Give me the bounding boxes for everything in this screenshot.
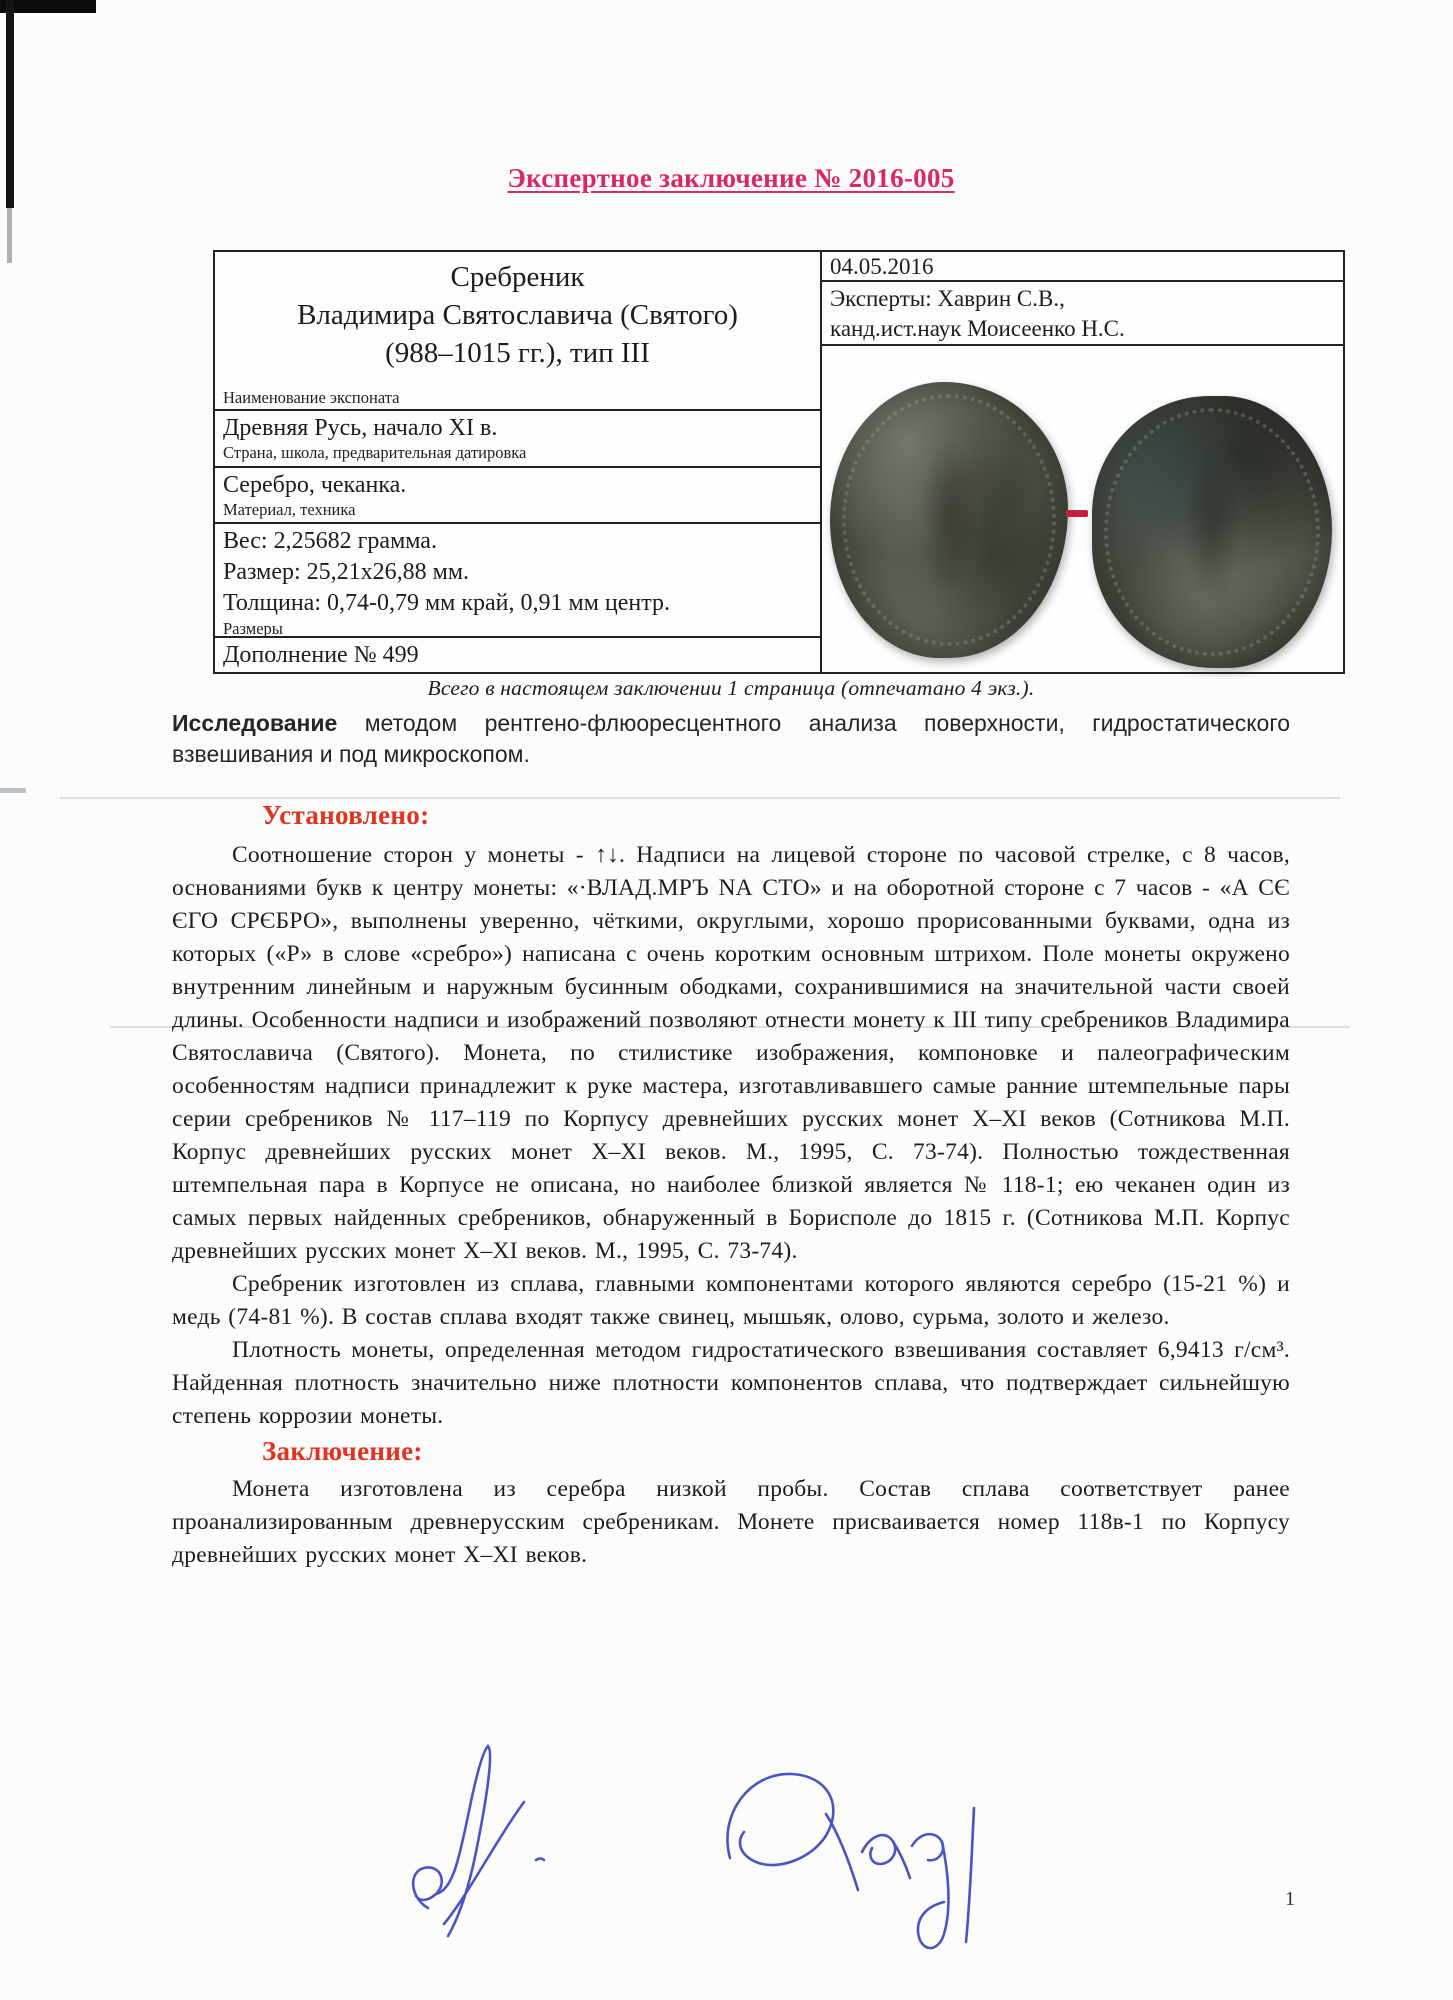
dimensions-values bbox=[223, 526, 812, 619]
research-method-paragraph bbox=[172, 708, 1290, 770]
scan-edge-artifact-left-faint bbox=[7, 208, 12, 263]
report-body bbox=[172, 800, 1290, 1572]
established-paragraph-1: Соотношение сторон у монеты - ↑↓. Надписи на лицевой стороне по часовой стрелке, с 8 часов, основаниями букв к центру монеты: «·ВЛАД.МРЪ NА СТО» и на оборотной стороне с 7 часов - «А СЄ ЄГО СРЄБРО», выполнены уверенно, чёткими, округлыми, хорошо прорисованными буквами, одна из которых («Р» в слове «сребро») написана с очень коротким основным штрихом. Поле монеты окружено внутренним линейным и наружным бусинным ободками, сохранившимися на значительной части своей длины. Особенности надписи и изображений позволяют отнести монету к III типу сребреников Владимира Святославича (Святого). Монета, по стилистике изображения, компоновке и палеографическим особенностям надписи принадлежит к руке мастера, изготавливавшего самые ранние штемпельные пары серии сребреников № 117–119 по Корпусу древнейших русских монет X–XI веков (Сотникова М.П. Корпус древнейших русских монет X–XI веков. М., 1995, С. 73-74). Полностью тождественная штемпельная пара в Корпусе не описана, но наиболее близкой является № 118-1; ею чеканен один из самых первых найденных сребреников, обнаруженный в Борисполе до 1815 г. (Сотникова М.П. Корпус древнейших русских монет X–XI веков. М., 1995, С. 73-74). bbox=[172, 842, 1290, 1264]
coin-photo-reverse bbox=[1092, 396, 1332, 668]
conclusion-paragraph: Монета изготовлена из серебра низкой пробы. Состав сплава соответствует ранее проанализированным древнерусским сребреникам. Монете присваивается номер 118в-1 по Корпусу древнейших русских монет X–XI веков. bbox=[172, 1476, 1290, 1568]
report-date-cell: 04.05.2016 bbox=[822, 252, 1343, 282]
origin-value: Древняя Русь, начало XI в. bbox=[223, 415, 498, 441]
size-value: Размер: 25,21х26,88 мм. bbox=[223, 559, 470, 585]
signature-expert-right bbox=[716, 1752, 996, 1967]
dimensions-cell bbox=[215, 524, 820, 638]
weight-value: Вес: 2,25682 грамма. bbox=[223, 528, 437, 554]
material-cell bbox=[215, 468, 820, 524]
spec-table-left-column bbox=[215, 252, 822, 672]
scan-edge-artifact-left bbox=[6, 0, 14, 208]
established-paragraph-3: Плотность монеты, определенная методом гидростатического взвешивания составляет 6,9413 г/см³. Найденная плотность значительно ниже плотности компонентов сплава, что подтверждает сильнейшую степень коррозии монеты. bbox=[172, 1337, 1290, 1429]
pages-count-caption: Всего в настоящем заключении 1 страница (отпечатано 4 экз.). bbox=[427, 676, 1035, 700]
addendum-value: Дополнение № 499 bbox=[223, 642, 419, 668]
coin-photo-cell bbox=[822, 346, 1343, 672]
exhibit-name-cell bbox=[215, 252, 820, 411]
origin-label: Страна, школа, предварительная датировка bbox=[223, 443, 527, 462]
signature-expert-left bbox=[398, 1740, 618, 1950]
established-heading: Установлено: bbox=[262, 800, 430, 830]
exhibit-name-line: Сребреник bbox=[450, 261, 585, 293]
document-title: Экспертное заключение № 2016-005 bbox=[507, 163, 955, 193]
established-paragraph-2: Сребреник изготовлен из сплава, главными компонентами которого являются серебро (15-21 %) и медь (74-81 %). В состав сплава входят также свинец, мышьяк, олово, сурьма, золото и железо. bbox=[172, 1271, 1290, 1330]
exhibit-name-line: Владимира Святославича (Святого) bbox=[297, 299, 738, 331]
research-rest-text: методом рентгено-флюоресцентного анализа поверхности, гидростатического взвешивания и под микроскопом. bbox=[172, 710, 1290, 767]
material-value: Серебро, чеканка. bbox=[223, 472, 407, 498]
experts-line: канд.ист.наук Моисеенко Н.С. bbox=[830, 316, 1125, 341]
conclusion-heading: Заключение: bbox=[262, 1436, 423, 1466]
coin-photo-obverse bbox=[830, 382, 1068, 658]
thickness-value: Толщина: 0,74-0,79 мм край, 0,91 мм центр. bbox=[223, 590, 671, 616]
scan-edge-artifact-top bbox=[0, 0, 96, 13]
addendum-cell bbox=[215, 638, 820, 672]
experts-line: Эксперты: Хаврин С.В., bbox=[830, 286, 1065, 311]
dimensions-label: Размеры bbox=[223, 619, 283, 638]
red-separator-dash bbox=[1066, 510, 1088, 517]
spec-table-right-column bbox=[822, 252, 1343, 672]
material-label: Материал, техника bbox=[223, 500, 356, 519]
exhibit-name bbox=[223, 254, 812, 372]
exhibit-name-line: (988–1015 гг.), тип III bbox=[385, 337, 650, 369]
scan-line-artifact bbox=[60, 797, 1340, 799]
page-number: 1 bbox=[1285, 1888, 1295, 1910]
research-lead-word: Исследование bbox=[172, 710, 338, 736]
exhibit-name-label: Наименование экспоната bbox=[223, 388, 400, 407]
scan-mark-left bbox=[0, 788, 26, 793]
experts-cell bbox=[822, 282, 1343, 346]
exhibit-spec-table bbox=[213, 250, 1345, 674]
origin-cell bbox=[215, 411, 820, 468]
